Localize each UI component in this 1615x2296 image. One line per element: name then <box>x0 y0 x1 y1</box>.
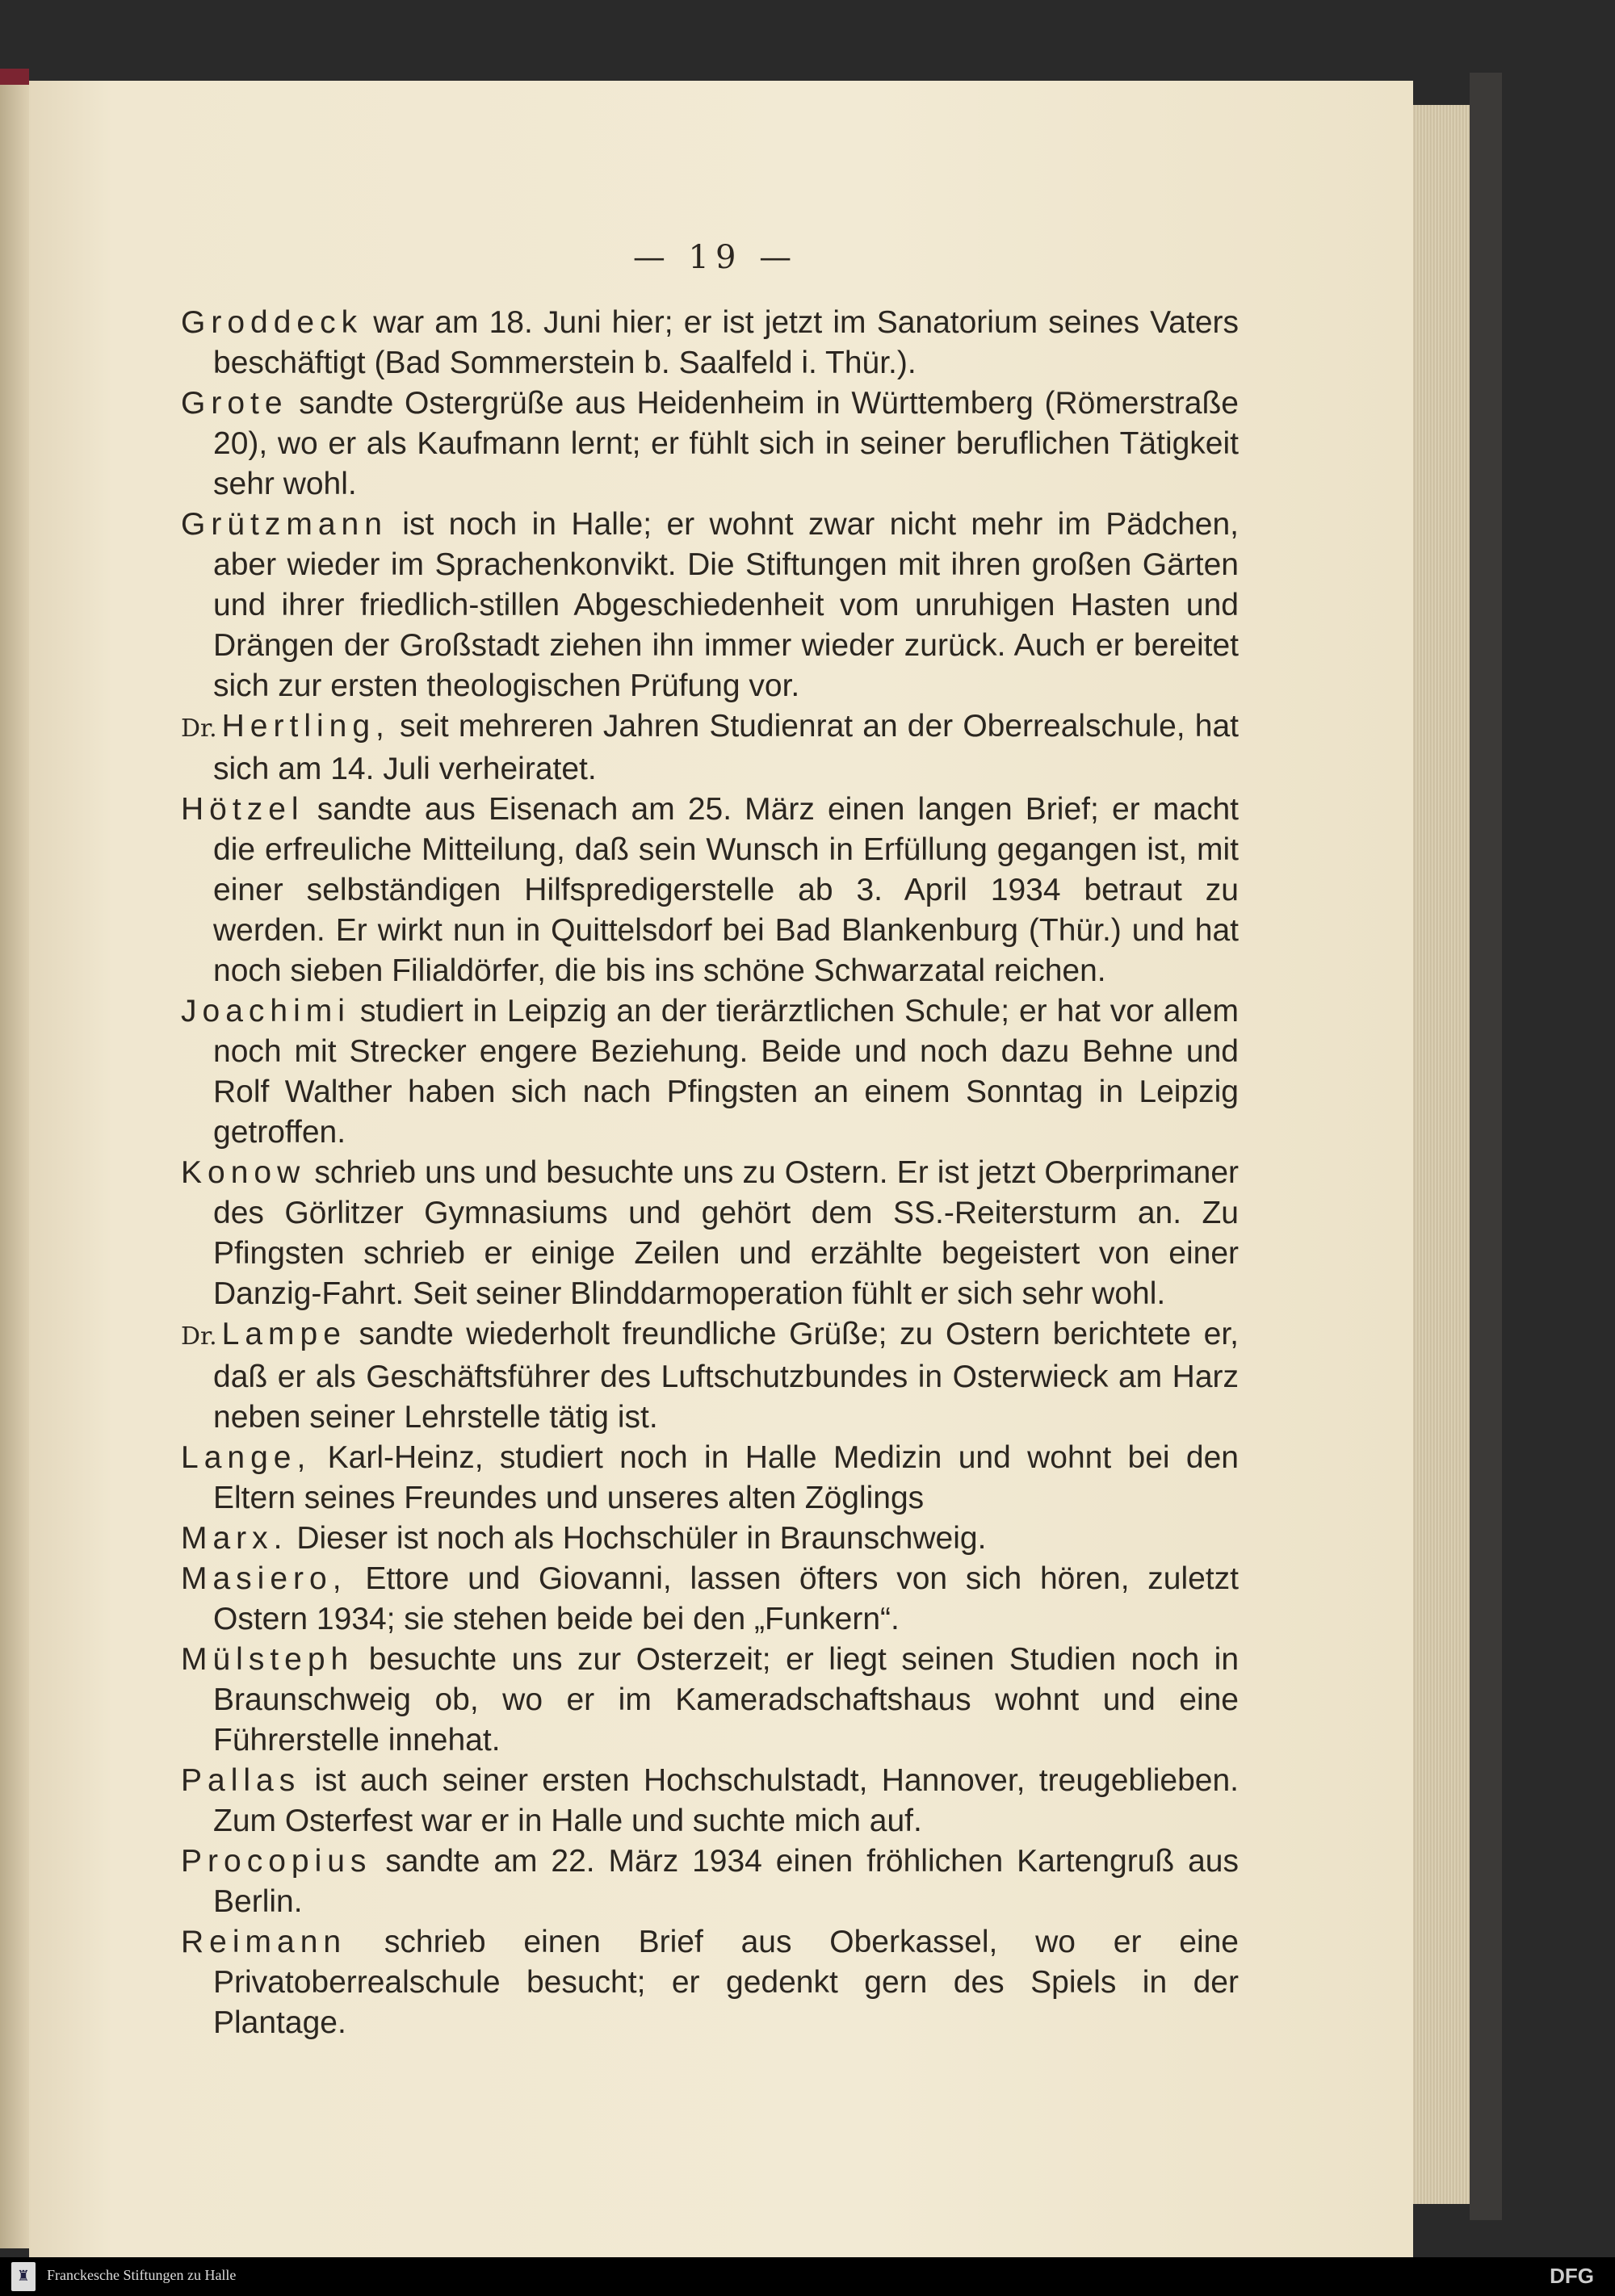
entry-name: Masiero, <box>181 1561 347 1596</box>
entry <box>181 706 1239 790</box>
entry-name: Marx. <box>181 1521 288 1556</box>
entry-text: sandte am 22. März 1934 einen fröhlichen Kartengruß aus Berlin. <box>213 1844 1239 1919</box>
entry <box>181 1559 1239 1640</box>
page-number: — 19 — <box>632 239 799 276</box>
entry <box>181 303 1239 383</box>
entry <box>181 1841 1239 1922</box>
entry-name: Grote <box>181 386 288 421</box>
entry <box>181 991 1239 1153</box>
entry <box>181 1314 1239 1438</box>
left-page-edge <box>0 69 29 2248</box>
entry-name: Lange, <box>181 1440 312 1475</box>
page-edges <box>1413 105 1470 2204</box>
entry <box>181 505 1239 706</box>
entry-text: Ettore und Giovanni, lassen öfters von sich hören, zuletzt Ostern 1934; sie stehen beide bei den „Funkern“. <box>213 1561 1240 1636</box>
entry-text: Dieser ist noch als Hochschüler in Braunschweig. <box>296 1521 987 1556</box>
entry <box>181 1153 1239 1314</box>
entry-name: Reimann <box>181 1925 347 1959</box>
entry-name: Grützmann <box>181 507 388 542</box>
book-page <box>29 81 1413 2260</box>
entry-name: Lampe <box>221 1317 346 1351</box>
entry-text: Karl-Heinz, studiert noch in Halle Medizin und wohnt bei den Eltern seines Freundes und unseres alten Zöglings <box>213 1440 1239 1515</box>
entry <box>181 383 1239 505</box>
entry <box>181 1438 1239 1519</box>
entry-text: sandte aus Eisenach am 25. März einen langen Brief; er macht die erfreuliche Mitteilung, daß sein Wunsch in Erfüllung gegangen ist, mit einer selbständigen Hilfspredigerstelle ab 3. April 1934 betraut zu werden. Er wirkt nun in Quittelsdorf bei Bad Blankenburg (Thür.) und hat noch sieben Filialdörfer, die bis ins schöne Schwarzatal reichen. <box>213 792 1239 988</box>
book-cover <box>1470 73 1502 2220</box>
entry-text: war am 18. Juni hier; er ist jetzt im Sanatorium seines Vaters beschäftigt (Bad Sommerstein b. Saalfeld i. Thür.). <box>213 305 1240 380</box>
dfg-logo: DFG <box>1550 2264 1594 2288</box>
entry-text: sandte wiederholt freundliche Grüße; zu Ostern berichtete er, daß er als Geschäftsführer des Luftschutzbundes in Osterwieck am Harz neben seiner Lehrstelle tätig ist. <box>213 1317 1239 1435</box>
entry-text: besuchte uns zur Osterzeit; er liegt seinen Studien noch in Braunschweig ob, wo er im Kameradschaftshaus wohnt und eine Führerstelle innehat. <box>213 1642 1240 1758</box>
footer-institution: Franckesche Stiftungen zu Halle <box>47 2267 237 2283</box>
entry-text: schrieb einen Brief aus Oberkassel, wo er eine Privatoberrealschule besucht; er gedenkt gern des Spiels in der Plantage. <box>213 1925 1239 2040</box>
entry-text: ist auch seiner ersten Hochschulstadt, Hannover, treugeblieben. Zum Osterfest war er in Halle und suchte mich auf. <box>213 1763 1239 1838</box>
entry-text: sandte Ostergrüße aus Heidenheim in Württemberg (Römerstraße 20), wo er als Kaufmann lernt; er fühlt sich in seiner beruflichen Tätigkeit sehr wohl. <box>213 386 1239 501</box>
entry <box>181 1922 1239 2043</box>
entry-name: Mülsteph <box>181 1642 354 1677</box>
entry <box>181 790 1239 991</box>
entry-name: Hötzel <box>181 792 304 827</box>
entry <box>181 1761 1239 1841</box>
entry-text: seit mehreren Jahren Studienrat an der Oberrealschule, hat sich am 14. Juli verheiratet. <box>213 709 1239 786</box>
entry-text: ist noch in Halle; er wohnt zwar nicht mehr im Pädchen, aber wieder im Sprachenkonvikt. Die Stiftungen mit ihren großen Gärten und ihrer friedlich-stillen Abgeschiedenheit vom unruhigen Hasten und Drängen der Großstadt ziehen ihn immer wieder zurück. Auch er bereitet sich zur ersten theologischen Prüfung vor. <box>213 507 1239 703</box>
entry-name: Joachimi <box>181 994 350 1029</box>
entry-text: schrieb uns und besuchte uns zu Ostern. Er ist jetzt Oberprimaner des Görlitzer Gymnasiums und gehört dem SS.-Reitersturm an. Zu Pfingsten schrieb er einige Zeilen und erzählte begeistert von einer Danzig-Fahrt. Seit seiner Blinddarmoperation fühlt er sich sehr wohl. <box>213 1155 1239 1311</box>
footer-bar <box>0 2257 1615 2296</box>
entry-name: Pallas <box>181 1763 301 1798</box>
entry-title: Dr. <box>181 714 217 743</box>
institution-logo-icon: ♜ <box>11 2262 36 2291</box>
entry-name: Procopius <box>181 1844 372 1879</box>
entry <box>181 1640 1239 1761</box>
binding-red-rule <box>0 69 29 85</box>
entry-name: Konow <box>181 1155 306 1190</box>
entry-text: studiert in Leipzig an der tierärztlichen Schule; er hat vor allem noch mit Strecker engere Beziehung. Beide und noch dazu Behne und Rolf Walther haben sich nach Pfingsten an einem Sonntag in Leipzig getroffen. <box>213 994 1239 1150</box>
entry-name: Groddeck <box>181 305 363 340</box>
entry-name: Hertling, <box>221 709 390 744</box>
text-block <box>181 303 1239 2043</box>
entry <box>181 1519 1239 1559</box>
entry-title: Dr. <box>181 1322 217 1351</box>
